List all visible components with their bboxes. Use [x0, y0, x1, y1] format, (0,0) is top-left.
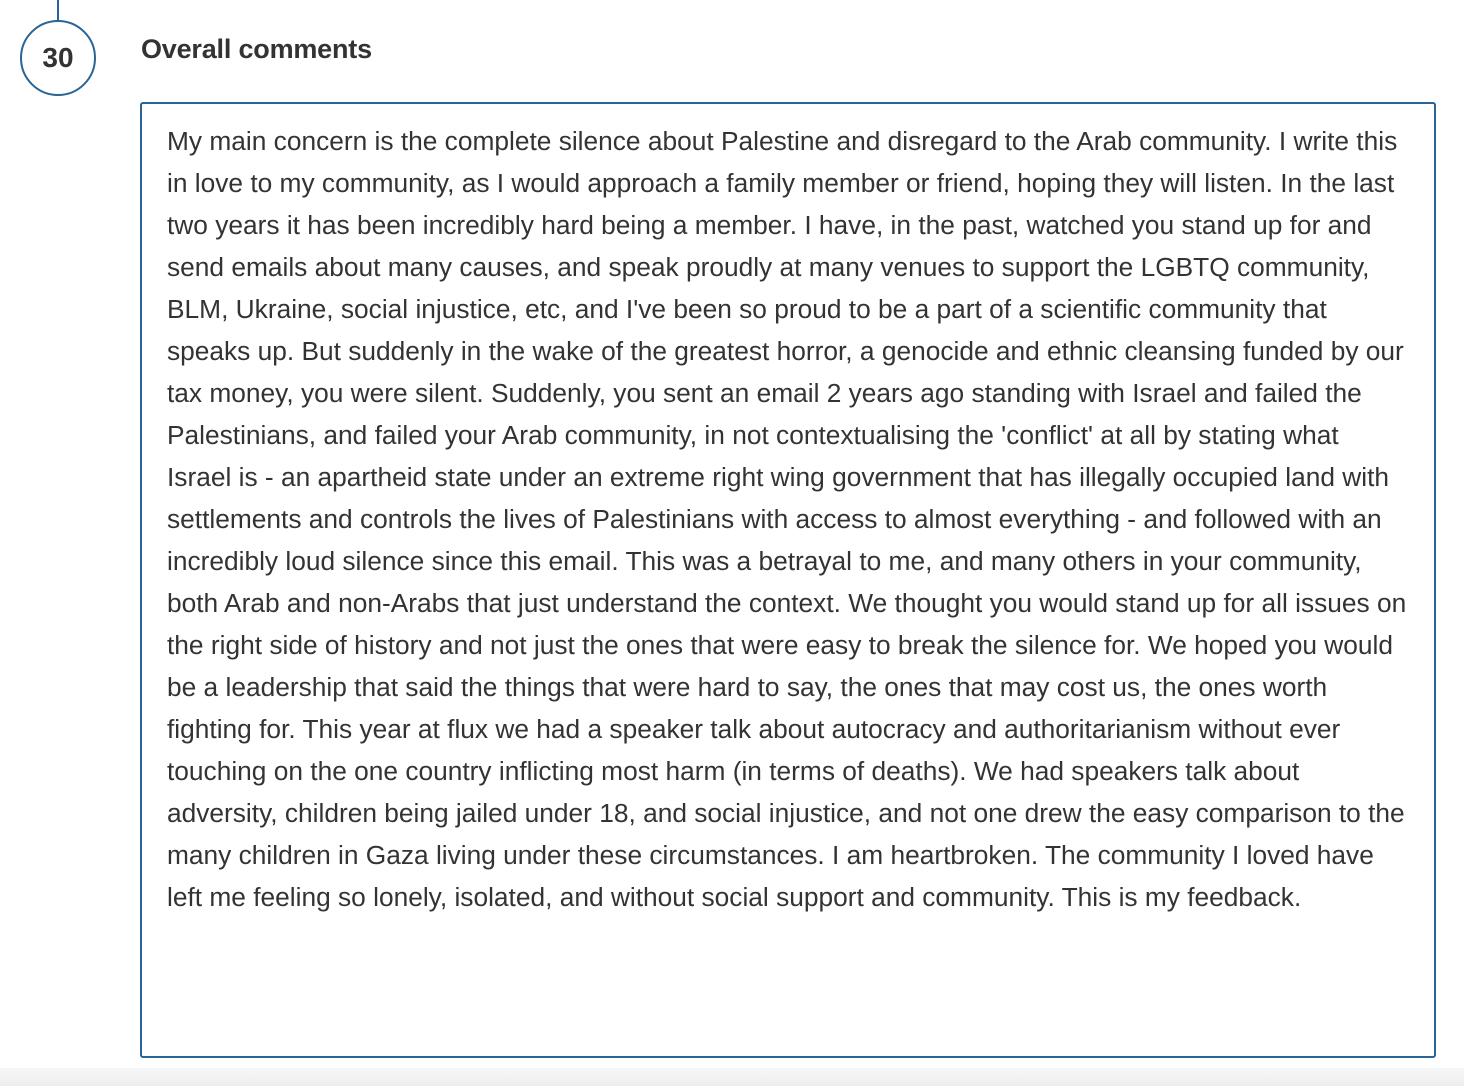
page-footer-shade — [0, 1068, 1464, 1086]
comment-text[interactable]: My main concern is the complete silence about Palestine and disregard to the Arab community. I write this in love to my community, as I would approach a family member or friend, hoping they will listen. In the last two years it has been incredibly hard being a member. I have, in the past, watched you stand up for and send emails about many causes, and speak proudly at many venues to support the LGBTQ community, BLM, Ukraine, social injustice, etc, and I've been so proud to be a part of a scientific community that speaks up. But suddenly in the wake of the greatest horror, a genocide and ethnic cleansing funded by our tax money, you were silent. Suddenly, you sent an email 2 years ago standing with Israel and failed the Palestinians, and failed your Arab community, in not contextualising the 'conflict' at all by stating what Israel is - an apartheid state under an extreme right wing government that has illegally occupied land with settlements and controls the lives of Palestinians with access to almost everything - and followed with an incredibly loud silence since this email. This was a betrayal to me, and many others in your community, both Arab and non-Arabs that just understand the context. We thought you would stand up for all issues on the right side of history and not just the ones that were easy to break the silence for. We hoped you would be a leadership that said the things that were hard to say, the ones that may cost us, the ones worth fighting for. This year at flux we had a speaker talk about autocracy and authoritarianism without ever touching on the one country inflicting most harm (in terms of deaths). We had speakers talk about adversity, children being jailed under 18, and social injustice, and not one drew the easy comparison to the many children in Gaza living under these circumstances. I am heartbroken. The community I loved have left me feeling so lonely, isolated, and without social support and community. This is my feedback. — [167, 126, 1407, 912]
overall-comments-textarea[interactable] — [140, 102, 1436, 1058]
question-label: Overall comments — [141, 34, 372, 64]
question-number-badge — [20, 20, 96, 96]
question-number: 30 — [42, 42, 74, 73]
step-connector-line — [57, 0, 59, 22]
